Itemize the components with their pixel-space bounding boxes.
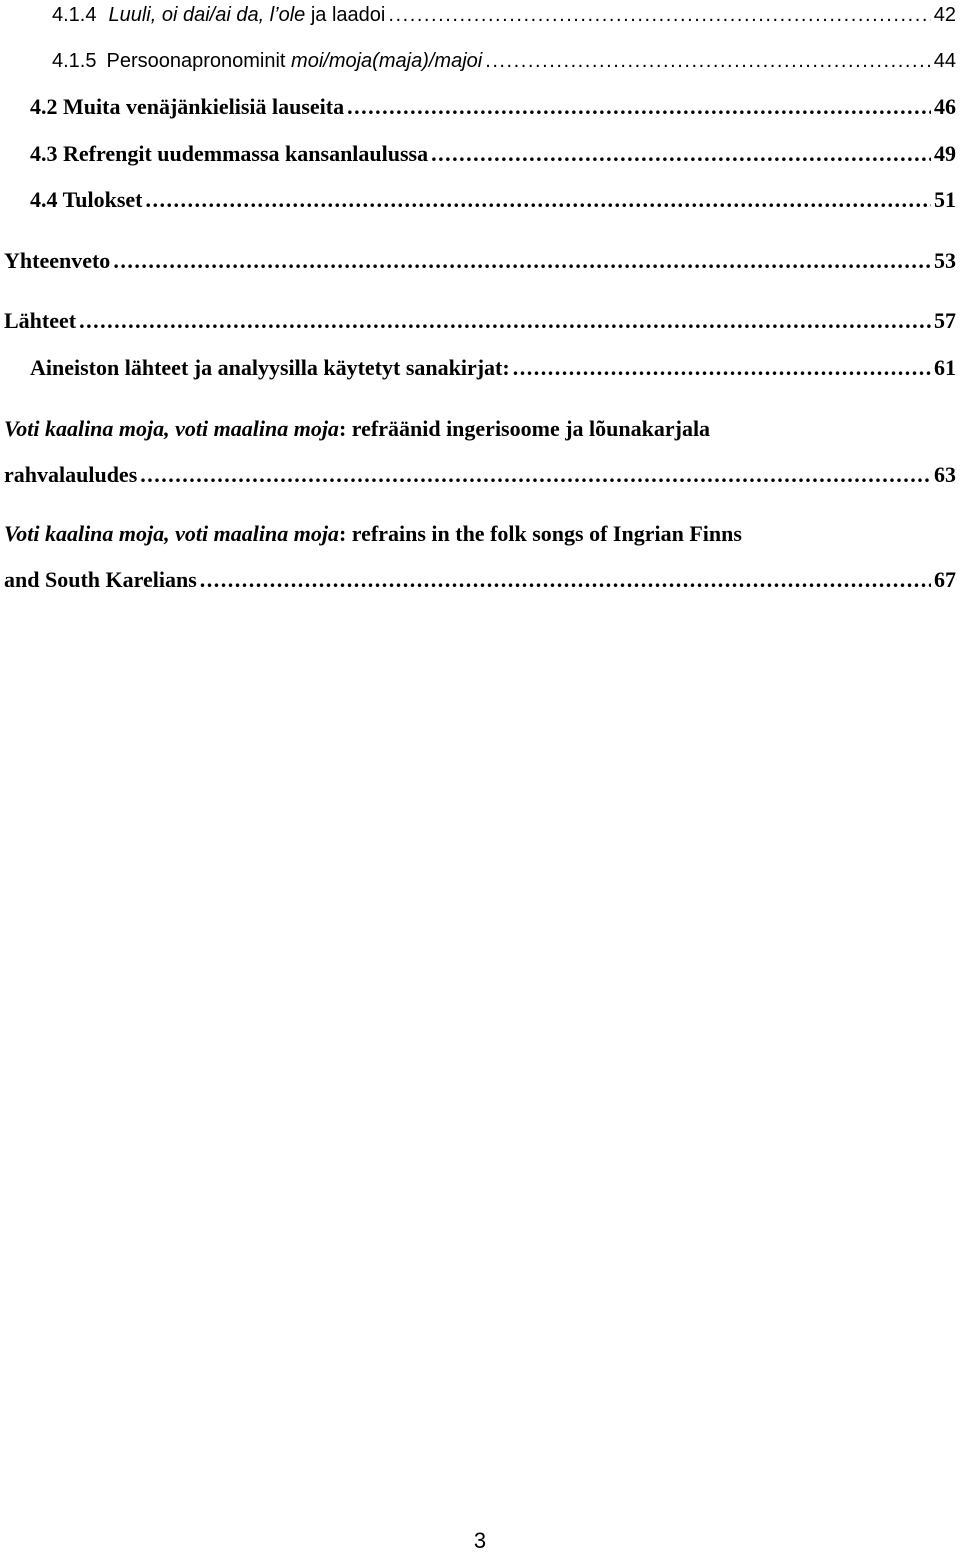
dot-leader [485,48,931,74]
toc-page-number: 44 [933,50,956,72]
toc-entry-title: Lähteet [4,308,77,333]
toc-entry-title-italic: Voti kaalina moja, voti maalina moja [4,416,339,441]
toc-entry-title: Persoonapronominit moi/moja(maja)/majoi [106,50,483,72]
toc-entry-4-1-4[interactable] [0,2,956,28]
toc-page-number: 61 [934,355,956,380]
toc-entry-title: 4.4 Tulokset [30,187,143,212]
toc-entry-number: 4.1.5 [52,50,97,72]
toc-entry-title-italic: Voti kaalina moja, voti maalina moja [4,521,339,546]
toc-entry-title: rahvalauludes [4,462,138,487]
dot-leader [146,187,932,213]
toc-entry-4-4[interactable] [0,187,956,213]
toc-entry-number: 4.1.4 [52,4,97,26]
toc-page-number: 46 [934,94,956,119]
dot-leader [513,355,931,381]
dot-leader [388,2,930,28]
toc-entry-title: 4.2 Muita venäjänkielisiä lauseita [30,94,345,119]
toc-entry-aineiston-lahteet[interactable] [0,355,956,381]
toc-entry-title-rest: : refrains in the folk songs of Ingrian Finns [338,521,742,546]
dot-leader [431,141,931,167]
toc-entry-title: Aineiston lähteet ja analyysilla käytetyt sanakirjat: [30,355,510,380]
toc-entry-4-3[interactable] [0,141,956,167]
dot-leader [140,462,931,488]
toc-entry-title-rest: : refräänid ingerisoome ja lõunakarjala [338,416,711,441]
toc-entry-4-2[interactable] [0,94,956,120]
dot-leader [200,567,931,593]
dot-leader [113,248,931,274]
toc-entry-yhteenveto[interactable] [0,248,956,274]
toc-entry-english-summary-line1[interactable] [4,521,944,547]
toc-entry-title: 4.3 Refrengit uudemmassa kansanlaulussa [30,141,429,166]
toc-page-number: 63 [934,462,956,487]
toc-page-number: 51 [934,187,956,212]
toc-page-number: 67 [934,567,956,592]
toc-page-number: 57 [934,308,956,333]
toc-entry-estonian-summary-line1[interactable] [4,416,944,442]
toc-entry-title: and South Karelians [4,567,197,592]
dot-leader [347,94,931,120]
toc-entry-4-1-5[interactable] [0,48,956,74]
toc-entry-estonian-summary-line2[interactable] [0,462,956,488]
toc-page-number: 53 [934,248,956,273]
page-number: 3 [473,1528,487,1553]
toc-entry-lahteet[interactable] [0,308,956,334]
toc-page-number: 49 [934,141,956,166]
toc-entry-title: Luuli, oi dai/ai da, l’ole ja laadoi [108,4,386,26]
toc-page-number: 42 [933,4,956,26]
toc-entry-english-summary-line2[interactable] [0,567,956,593]
toc-entry-title: Yhteenveto [4,248,111,273]
dot-leader [79,308,931,334]
